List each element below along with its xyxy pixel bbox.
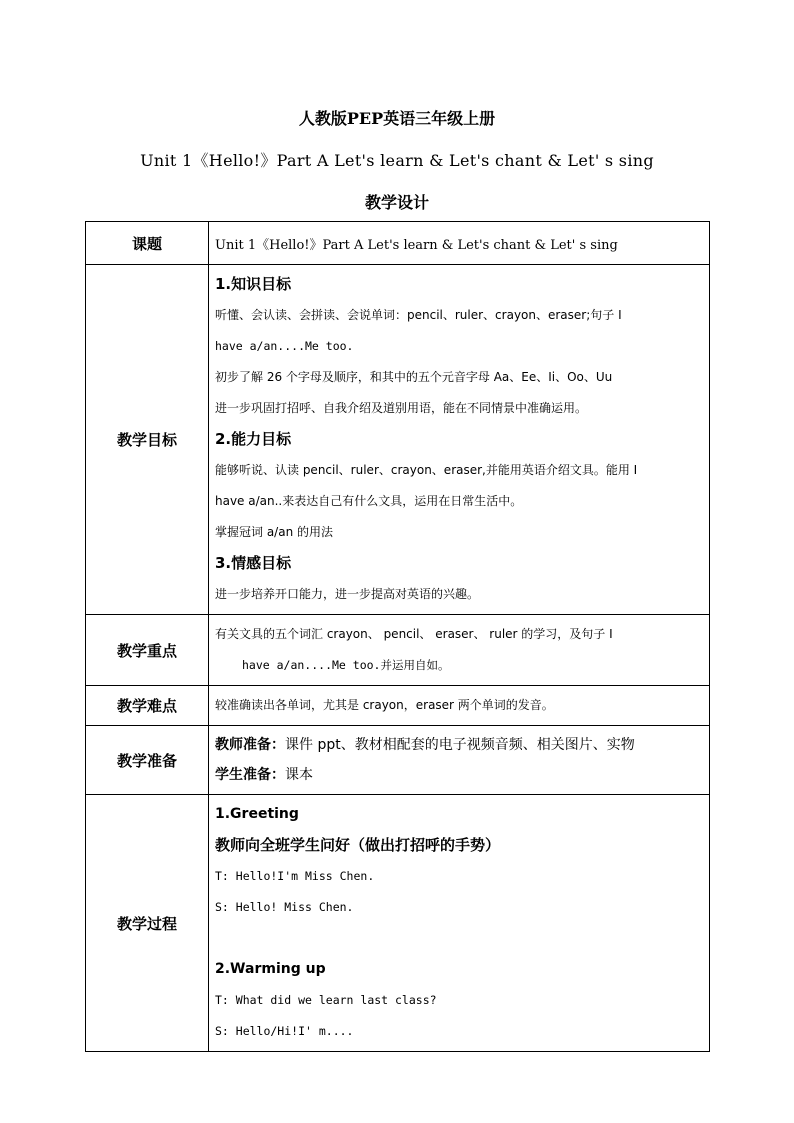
knowledge-line: 初步了解 26 个字母及顺序，和其中的五个元音字母 Aa、Ee、Ii、Oo、Uu [215,370,613,384]
topic-value: Unit 1《Hello!》Part A Let's learn & Let's chant & Let' s sing [209,222,710,265]
key-points-line: have a/an....Me too.并运用自如。 [242,658,450,672]
step1-description: 教师向全班学生问好（做出打招呼的手势） [215,836,501,854]
topic-label: 课题 [86,222,209,265]
knowledge-heading: 1.知识目标 [215,275,292,293]
knowledge-line: 听懂、会认读、会拼读、会说单词：pencil、ruler、crayon、eraser;句子 I [215,308,622,322]
key-points-row [86,615,710,686]
emotion-line: 进一步培养开口能力，进一步提高对英语的兴趣。 [215,587,480,601]
process-content [209,795,710,1052]
difficulties-line: 较准确读出各单词，尤其是 crayon，eraser 两个单词的发音。 [215,698,554,712]
student-preparation-label: 学生准备： [215,767,285,783]
dialogue-line: S: Hello! Miss Chen. [215,900,354,914]
teacher-preparation-label: 教师准备： [215,737,285,753]
dialogue-line: S: Hello/Hi!I' m.... [215,1024,354,1038]
difficulties-row [86,686,710,726]
emotion-heading: 3.情感目标 [215,554,292,572]
key-points-content [209,615,710,686]
student-preparation [215,760,703,790]
lesson-plan-table [85,221,710,1052]
ability-line: 掌握冠词 a/an 的用法 [215,525,333,539]
knowledge-line: have a/an....Me too. [215,339,354,353]
student-preparation-value: 课本 [285,767,313,783]
teacher-preparation-value: 课件 ppt、教材相配套的电子视频音频、相关图片、实物 [285,737,635,753]
objectives-row [86,265,710,615]
document-title: 人教版PEP英语三年级上册 [298,109,496,128]
knowledge-line: 进一步巩固打招呼、自我介绍及道别用语，能在不同情景中准确运用。 [215,401,588,415]
blank-spacer [215,923,703,954]
key-points-label: 教学重点 [86,615,209,686]
dialogue-line: T: Hello!I'm Miss Chen. [215,869,375,883]
preparation-content [209,726,710,795]
process-label: 教学过程 [86,795,209,1052]
preparation-row [86,726,710,795]
difficulties-content [209,686,710,726]
ability-heading: 2.能力目标 [215,430,292,448]
step1-heading: 1.Greeting [215,806,299,822]
ability-line: 能够听说、认读 pencil、ruler、crayon、eraser,并能用英语介绍文具。能用 I [215,463,638,477]
preparation-label: 教学准备 [86,726,209,795]
ability-line: have a/an..来表达自己有什么文具，运用在日常生活中。 [215,494,523,508]
key-points-line: 有关文具的五个词汇 crayon、 pencil、 eraser、 ruler 的学习，及句子 I [215,627,613,641]
step2-heading: 2.Warming up [215,961,326,977]
objectives-label: 教学目标 [86,265,209,615]
objectives-content [209,265,710,615]
teacher-preparation [215,730,703,760]
document-subtitle: Unit 1《Hello!》Part A Let's learn & Let's chant & Let' s sing [140,151,654,170]
difficulties-label: 教学难点 [86,686,209,726]
process-row [86,795,710,1052]
topic-row [86,222,710,265]
document-type: 教学设计 [364,193,429,212]
dialogue-line: T: What did we learn last class? [215,993,437,1007]
